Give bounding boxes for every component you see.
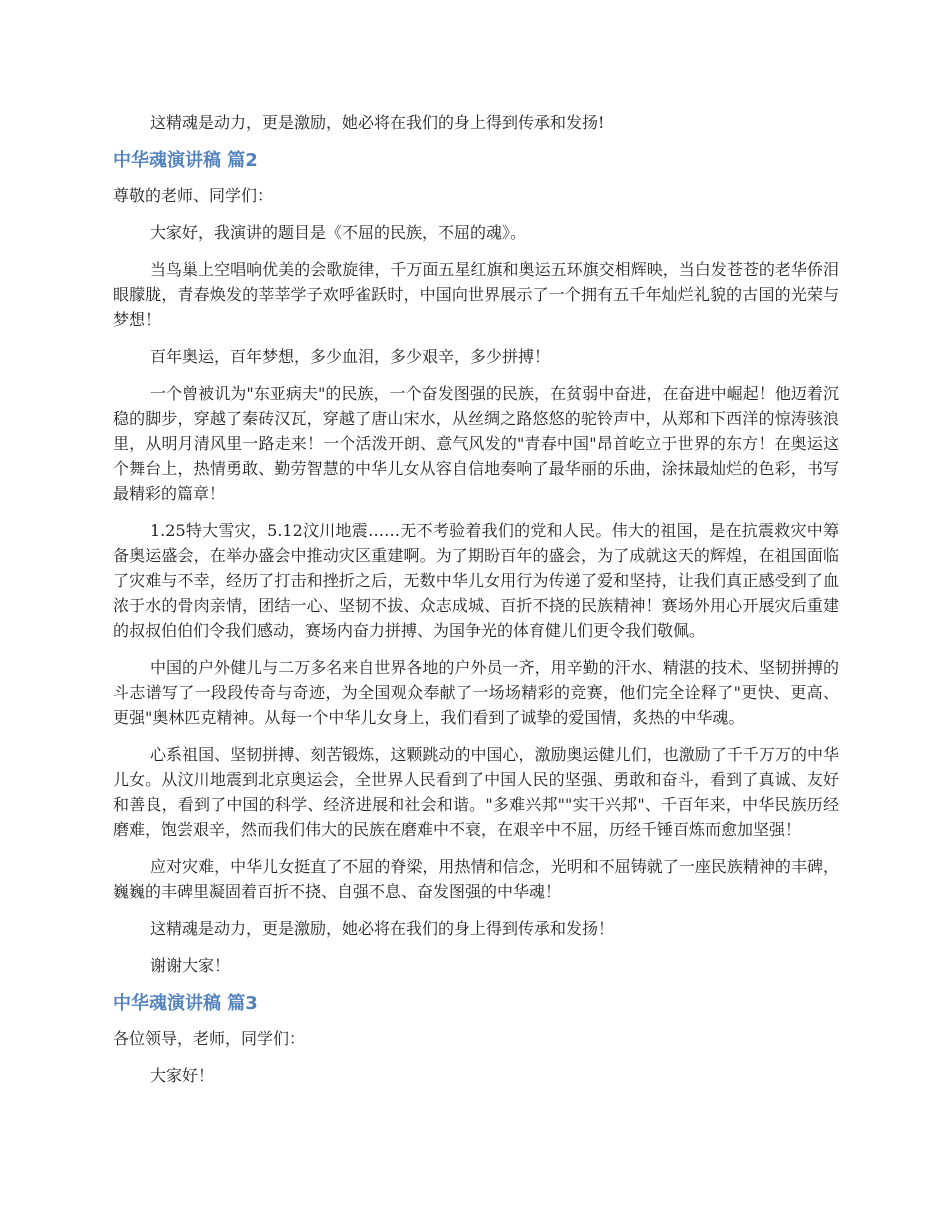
paragraph: 当鸟巢上空唱响优美的会歌旋律，千万面五星红旗和奥运五环旗交相辉映，当白发苍苍的老华侨泪眼朦胧，青春焕发的莘莘学子欢呼雀跃时，中国向世界展示了一个拥有五千年灿烂礼貌的古国的光荣与梦想！ — [113, 260, 839, 329]
paragraph: 应对灾难，中华儿女挺直了不屈的脊梁，用热情和信念，光明和不屈铸就了一座民族精神的丰碑，巍巍的丰碑里凝固着百折不挠、自强不息、奋发图强的中华魂！ — [113, 857, 839, 901]
greeting-2: 尊敬的老师、同学们： — [113, 186, 274, 205]
paragraph: 大家好！ — [150, 1066, 215, 1085]
section-heading-2: 中华魂演讲稿 篇2 — [113, 150, 258, 171]
paragraph: 心系祖国、坚韧拼搏、刻苦锻炼，这颗跳动的中国心，激励奥运健儿们，也激励了千千万万的中华儿女。从汶川地震到北京奥运会，全世界人民看到了中国人民的坚强、勇敢和奋斗，看到了真诚、友好和善良，看到了中国的科学、经济进展和社会和谐。"多难兴邦""实干兴邦"、千百年来，中华民族历经磨难，饱尝艰辛，然而我们伟大的民族在磨难中不衰，在艰辛中不屈，历经千锤百炼而愈加坚强！ — [113, 745, 839, 839]
section-heading-3: 中华魂演讲稿 篇3 — [113, 993, 258, 1014]
document-page — [113, 110, 839, 1100]
paragraph-intro: 这精魂是动力，更是激励，她必将在我们的身上得到传承和发扬! — [150, 113, 605, 132]
closing-thanks: 谢谢大家！ — [150, 956, 231, 975]
paragraph: 一个曾被讥为"东亚病夫"的民族，一个奋发图强的民族，在贫弱中奋进，在奋进中崛起！他迈着沉稳的脚步，穿越了秦砖汉瓦，穿越了唐山宋水，从丝绸之路悠悠的驼铃声中，从郑和下西洋的惊涛骇浪里，从明月清风里一路走来！一个活泼开朗、意气风发的"青春中国"昂首屹立于世界的东方！在奥运这个舞台上，热情勇敢、勤劳智慧的中华儿女从容自信地奏响了最华丽的乐曲，涂抹最灿烂的色彩，书写最精彩的篇章！ — [113, 384, 839, 503]
paragraph: 这精魂是动力，更是激励，她必将在我们的身上得到传承和发扬！ — [150, 919, 615, 938]
paragraph: 百年奥运，百年梦想，多少血泪，多少艰辛，多少拼搏！ — [150, 347, 551, 366]
greeting-3: 各位领导，老师，同学们： — [113, 1029, 306, 1048]
paragraph: 1.25特大雪灾，5.12汶川地震……无不考验着我们的党和人民。伟大的祖国，是在抗震救灾中筹备奥运盛会，在举办盛会中推动灾区重建啊。为了期盼百年的盛会，为了成就这天的辉煌，在祖国面临了灾难与不幸，经历了打击和挫折之后，无数中华儿女用行为传递了爱和坚持，让我们真正感受到了血浓于水的骨肉亲情，团结一心、坚韧不拔、众志成城、百折不挠的民族精神！赛场外用心开展灾后重建的叔叔伯伯们令我们感动，赛场内奋力拼搏、为国争光的体育健儿们更令我们敬佩。 — [113, 521, 839, 640]
paragraph: 大家好，我演讲的题目是《不屈的民族，不屈的魂》。 — [150, 223, 527, 242]
paragraph: 中国的户外健儿与二万多名来自世界各地的户外员一齐，用辛勤的汗水、精湛的技术、坚韧拼搏的斗志谱写了一段段传奇与奇迹，为全国观众奉献了一场场精彩的竞赛，他们完全诠释了"更快、更高、更强"奥林匹克精神。从每一个中华儿女身上，我们看到了诚挚的爱国情，炙热的中华魂。 — [113, 658, 839, 727]
